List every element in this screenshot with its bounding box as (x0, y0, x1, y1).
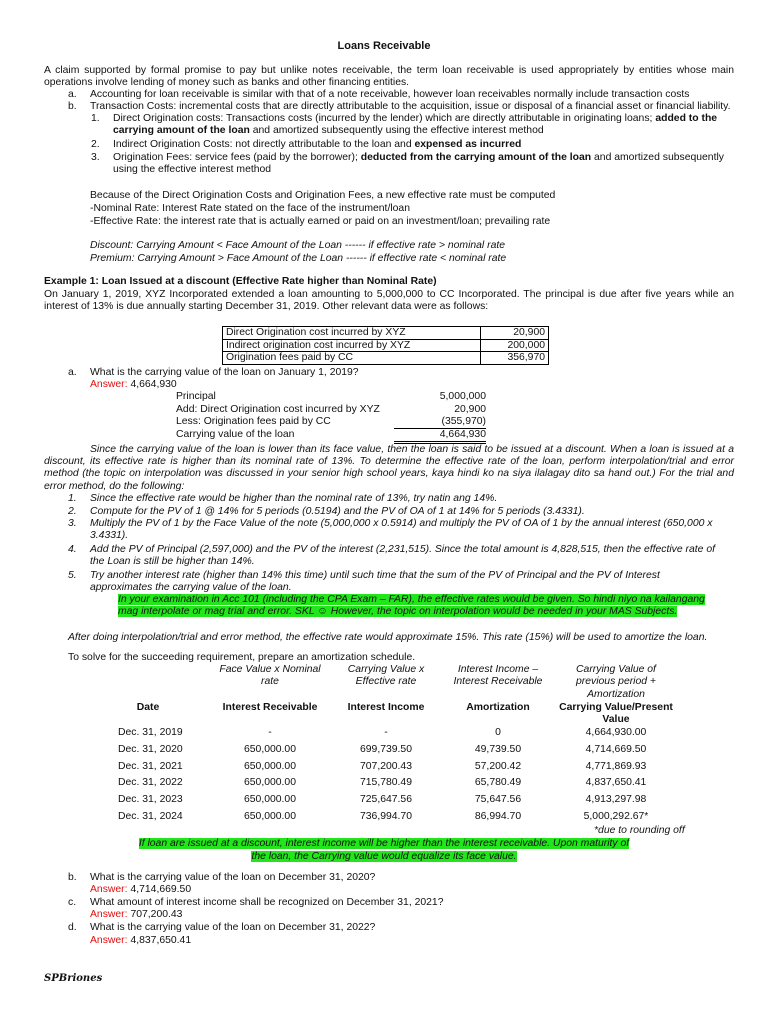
sub-1-marker: 1. (91, 113, 100, 124)
table-row (223, 352, 549, 365)
discount-note-line-2 (0, 851, 768, 863)
table-row (223, 339, 549, 352)
explanation-paragraph: Since the carrying value of the loan is lower than its face value, then the loan is said to be issued at a discount. When a loan is issued at a discount, its effective rate is higher than its nominal rate of 13%. To determine the effective rate of the loan, perform interpolation/trial and error method (the topic on interpolation was discussed in your senior high school years, kaya hindi ko na siya ilalagay dito sa hand out.) For the trial and error method, do the following: (44, 444, 734, 492)
row-amortization: 65,780.49 (474, 777, 522, 789)
formula-interest-receivable: Face Value x Nominal rate (219, 664, 321, 688)
row-date: Dec. 31, 2019 (118, 727, 183, 738)
sub-2-bold: expensed as incurred (414, 139, 522, 150)
answer-label: Answer: (90, 379, 128, 390)
answer-value: 4,714,669.50 (130, 884, 192, 895)
comp-label: Add: Direct Origination cost incurred by XYZ (176, 404, 380, 415)
premium-line: Premium: Carrying Amount > Face Amount of the Loan ------ if effective rate < nominal rate (90, 253, 507, 264)
sub-1-text (113, 113, 725, 138)
step-marker: 3. (68, 518, 77, 529)
question-answer (90, 935, 191, 947)
question-marker: d. (68, 922, 77, 933)
item-b-marker: b. (68, 101, 77, 112)
row-interest-receivable: 650,000.00 (243, 811, 296, 822)
step-text: Add the PV of Principal (2,597,000) and the PV of the interest (2,231,515). Since the total amount is 4,828,515, then the effective rate of the Loan is still be higher than 14%. (90, 544, 715, 568)
question-a-marker: a. (68, 367, 77, 378)
cost-label: Origination fees paid by CC (223, 352, 481, 365)
row-date: Dec. 31, 2022 (118, 777, 183, 789)
item-a-text: Accounting for loan receivable is similar with that of a note receivable, however loan receivables normally include transaction costs (90, 89, 690, 100)
question-text: What is the carrying value of the loan on December 31, 2022? (90, 922, 376, 933)
sub-3-tail: and amortized subsequently using the effective interest method (113, 152, 724, 176)
discount-note-line-1 (0, 838, 768, 850)
cost-amount: 356,970 (481, 352, 549, 365)
question-text: What amount of interest income shall be recognized on December 31, 2021? (90, 897, 444, 908)
origination-costs-table (222, 326, 549, 365)
row-carrying-value: 4,771,869.93 (585, 760, 647, 772)
sub-3-text (113, 152, 725, 177)
example-heading: Example 1: Loan Issued at a discount (Effective Rate higher than Nominal Rate) (44, 276, 437, 287)
question-marker: c. (68, 897, 77, 908)
header-interest-income: Interest Income (347, 702, 425, 713)
question-a-text: What is the carrying value of the loan on January 1, 2019? (90, 367, 359, 378)
sub-2-marker: 2. (91, 139, 100, 150)
step-marker: 4. (68, 544, 77, 555)
header-carrying-value: Carrying Value/Present Value (559, 702, 673, 726)
header-interest-receivable: Interest Receivable (222, 702, 318, 713)
comp-value: 4,664,930 (394, 429, 486, 444)
table-row (223, 327, 549, 340)
step-marker: 2. (68, 506, 77, 517)
row-date: Dec. 31, 2021 (118, 760, 183, 772)
page-title: Loans Receivable (337, 40, 431, 52)
cost-label: Direct Origination cost incurred by XYZ (223, 327, 481, 340)
row-interest-receivable: 650,000.00 (243, 743, 296, 755)
amortization-schedule (0, 664, 768, 834)
row-amortization: 86,994.70 (474, 811, 522, 822)
step-text: Try another interest rate (higher than 14% this time) until such time that the sum of the PV of Principal and the PV of Interest approximates the carrying value of the loan. (90, 570, 660, 594)
discount-line: Discount: Carrying Amount < Face Amount of the Loan ------ if effective rate > nominal rate (90, 240, 506, 251)
carrying-value-computation (176, 391, 496, 443)
row-interest-income: 707,200.43 (359, 760, 412, 772)
item-b-text: Transaction Costs: incremental costs that are directly attributable to the acquisition, issue or disposal of a financial asset or financial liability. (90, 101, 731, 112)
after-interpolation-text: After doing interpolation/trial and error method, the effective rate would approximate 15%. This rate (15%) will be used to amortize the loan. (68, 632, 708, 643)
row-date: Dec. 31, 2024 (118, 811, 183, 822)
cost-amount: 20,900 (481, 327, 549, 340)
formula-amortization: Interest Income – Interest Receivable (453, 664, 543, 688)
answer-value: 4,837,650.41 (130, 935, 192, 946)
row-date: Dec. 31, 2023 (118, 794, 183, 806)
sub-2-plain: Indirect Origination Costs: not directly attributable to the loan and (113, 139, 412, 150)
row-interest-receivable: 650,000.00 (243, 760, 296, 772)
cost-label: Indirect origination cost incurred by XYZ (223, 339, 481, 352)
discount-note-text-1: If loan are issued at a discount, interest income will be higher than the interest receivable. Upon maturity of (138, 838, 630, 849)
row-amortization: 0 (495, 727, 501, 738)
sub-3-plain: Origination Fees: service fees (paid by the borrower); (113, 152, 358, 163)
question-marker: b. (68, 872, 77, 883)
answer-label: Answer: (90, 935, 128, 946)
row-carrying-value: 4,913,297.98 (585, 794, 647, 806)
comp-value: 5,000,000 (439, 391, 486, 402)
rates-line-1: Because of the Direct Origination Costs and Origination Fees, a new effective rate must be computed (90, 190, 556, 201)
header-date: Date (136, 702, 160, 713)
header-amortization: Amortization (466, 702, 530, 713)
row-interest-income: - (384, 727, 388, 738)
item-a-marker: a. (68, 89, 77, 100)
step-marker: 1. (68, 493, 77, 504)
row-interest-income: 736,994.70 (359, 811, 412, 822)
exam-note-text: In your examination in Acc 101 (including the CPA Exam – FAR), the effective rates would be given. So hindi niyo na kailangang mag interpolate or mag trial and error. SKL ☺ However, the topic on interpolation would be needed in your MAS Subjects. (118, 594, 705, 618)
row-date: Dec. 31, 2020 (118, 743, 183, 755)
step-text: Multiply the PV of 1 by the Face Value of the note (5,000,000 x 0.5914) and multiply the PV of OA of 1 by the annual interest (650,000 x 3.4331). (90, 518, 713, 542)
example-text: On January 1, 2019, XYZ Incorporated extended a loan amounting to 5,000,000 to CC Incorporated. The principal is due after five years while an interest of 13% is due annually starting December 31, 2019. Other relevant data were as follows: (44, 289, 734, 313)
question-text: What is the carrying value of the loan on December 31, 2020? (90, 872, 376, 883)
formula-interest-income: Carrying Value x Effective rate (347, 664, 425, 688)
comp-value: (355,970) (394, 416, 486, 429)
sub-1-plain: Direct Origination costs: Transactions costs (incurred by the lender) which are directly attributable in originating loans; (113, 113, 653, 124)
step-marker: 5. (68, 570, 77, 581)
step-text: Since the effective rate would be higher than the nominal rate of 13%, try natin ang 14%. (90, 493, 498, 504)
row-interest-receivable: - (268, 727, 272, 738)
rounding-footnote: *due to rounding off (594, 825, 685, 836)
row-carrying-value: 4,714,669.50 (585, 743, 647, 755)
cost-amount: 200,000 (481, 339, 549, 352)
question-a-answer (90, 379, 177, 391)
row-interest-income: 715,780.49 (359, 777, 412, 789)
answer-label: Answer: (90, 909, 128, 920)
row-interest-receivable: 650,000.00 (243, 777, 296, 789)
rates-line-2: -Nominal Rate: Interest Rate stated on the face of the instrument/loan (90, 203, 410, 214)
comp-value: 20,900 (454, 404, 486, 415)
question-answer (90, 909, 182, 921)
rates-line-3: -Effective Rate: the interest rate that is actually earned or paid on an investment/loan; prevailing rate (90, 216, 551, 227)
row-amortization: 49,739.50 (474, 743, 522, 755)
comp-label: Carrying value of the loan (176, 429, 295, 440)
row-amortization: 75,647.56 (474, 794, 522, 806)
author-signature: SPBriones (44, 973, 103, 984)
formula-carrying-value: Carrying Value of previous period + Amortization (576, 664, 656, 700)
exam-note-highlight (118, 594, 708, 619)
question-answer (90, 884, 191, 896)
row-carrying-value: 5,000,292.67* (583, 811, 649, 822)
answer-label: Answer: (90, 884, 128, 895)
step-text: Compute for the PV of 1 @ 14% for 5 periods (0.5194) and the PV of OA of 1 at 14% for 5 periods (3.4331). (90, 506, 585, 517)
sub-1-tail: and amortized subsequently using the effective interest method (252, 125, 544, 137)
answer-value: 707,200.43 (130, 909, 183, 920)
sub-1-bold: added to the carrying amount of the loan (113, 113, 718, 137)
answer-value: 4,664,930 (130, 379, 177, 390)
row-interest-income: 725,647.56 (359, 794, 412, 806)
comp-label: Principal (176, 391, 216, 402)
intro-paragraph: A claim supported by formal promise to pay but unlike notes receivable, the term loan receivable is used appropriately by entities whose main operations involve lending of money such as banks and other financing entities. (44, 65, 734, 88)
row-carrying-value: 4,664,930.00 (585, 727, 647, 738)
row-interest-income: 699,739.50 (359, 743, 412, 755)
discount-note-text-2: the loan, the Carrying value would equalize its face value. (251, 851, 517, 862)
sub-3-marker: 3. (91, 152, 100, 163)
sub-2-text (113, 139, 521, 151)
comp-label: Less: Origination fees paid by CC (176, 416, 331, 427)
row-carrying-value: 4,837,650.41 (585, 777, 647, 789)
sub-3-bold: deducted from the carrying amount of the loan (360, 152, 592, 163)
schedule-intro: To solve for the succeeding requirement, prepare an amortization schedule. (68, 652, 416, 663)
row-amortization: 57,200.42 (474, 760, 522, 772)
row-interest-receivable: 650,000.00 (243, 794, 296, 806)
